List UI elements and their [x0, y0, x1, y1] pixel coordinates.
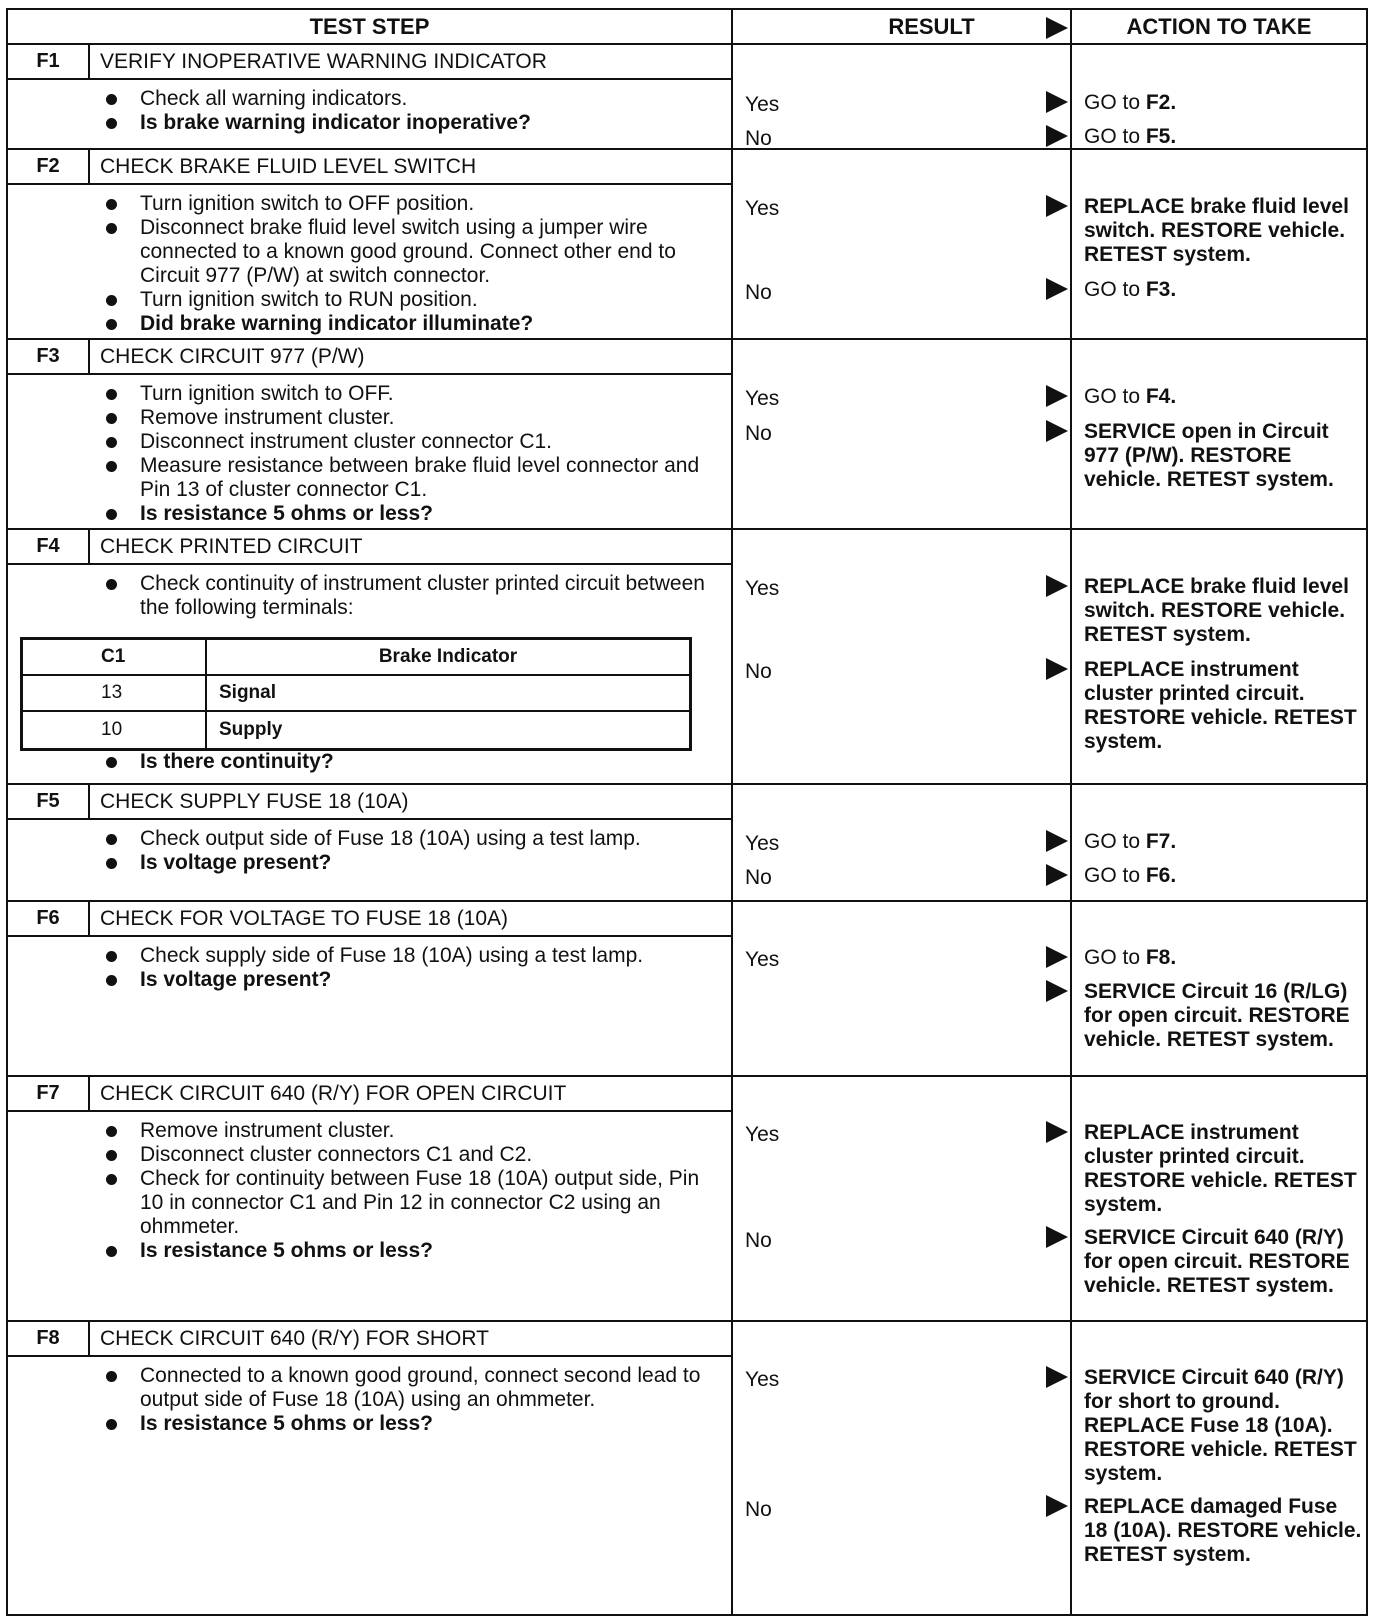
- result-yes: Yes: [745, 832, 780, 855]
- action-no: SERVICE Circuit 16 (R/LG) for open circuit. RESTORE vehicle. RETEST system.: [1084, 980, 1350, 1051]
- bullet-item: Disconnect brake fluid level switch using a jumper wire connected to a known good ground. Connect other end to Circuit 977 (P/W) at switch connector.: [100, 216, 723, 288]
- arrow-right-icon: [1046, 980, 1068, 1002]
- arrow-right-icon: [1046, 385, 1068, 407]
- step-title-row: [8, 902, 731, 937]
- result-cell: [733, 530, 1072, 783]
- bullet-item: Check output side of Fuse 18 (10A) using a test lamp.: [100, 827, 723, 851]
- step-bullets: [100, 87, 723, 135]
- step-bullets: [100, 382, 723, 526]
- step-title: CHECK PRINTED CIRCUIT: [100, 534, 363, 558]
- step-bullets: [100, 750, 723, 774]
- bullet-item: Check all warning indicators.: [100, 87, 723, 111]
- step-id: F6: [8, 902, 90, 935]
- step-question: Is resistance 5 ohms or less?: [100, 1239, 723, 1263]
- step-title: CHECK CIRCUIT 640 (R/Y) FOR SHORT: [100, 1326, 489, 1350]
- test-cell: [8, 902, 733, 1075]
- test-cell: [8, 45, 733, 148]
- step-id: F2: [8, 150, 90, 183]
- result-cell: [733, 1077, 1072, 1320]
- action-text: GO to: [1084, 278, 1146, 301]
- step-f7: [8, 1077, 1366, 1322]
- step-title-row: [8, 45, 731, 80]
- step-bullets: [100, 1119, 723, 1263]
- action-text: GO to: [1084, 830, 1146, 853]
- result-no: No: [745, 660, 772, 683]
- arrow-right-icon: [1046, 278, 1068, 300]
- step-title: CHECK CIRCUIT 640 (R/Y) FOR OPEN CIRCUIT: [100, 1081, 567, 1105]
- action-yes: REPLACE brake fluid level switch. RESTORE vehicle. RETEST system.: [1084, 195, 1349, 266]
- test-cell: [8, 785, 733, 900]
- action-no: SERVICE open in Circuit 977 (P/W). RESTORE vehicle. RETEST system.: [1084, 420, 1334, 491]
- action-text: GO to: [1084, 864, 1146, 887]
- arrow-right-icon: [1046, 658, 1068, 680]
- step-f4: [8, 530, 1366, 785]
- header-test-step: TEST STEP: [6, 8, 733, 45]
- result-yes: Yes: [745, 948, 780, 971]
- result-yes: Yes: [745, 93, 780, 116]
- result-yes: Yes: [745, 577, 780, 600]
- action-yes: SERVICE Circuit 640 (R/Y) for short to ground. REPLACE Fuse 18 (10A). RESTORE vehicle. RETEST system.: [1084, 1366, 1357, 1485]
- step-title: CHECK CIRCUIT 977 (P/W): [100, 344, 365, 368]
- step-bullets: [100, 192, 723, 336]
- bullet-item: Disconnect instrument cluster connector C1.: [100, 430, 723, 454]
- action-yes: [1084, 91, 1362, 115]
- action-text: GO to: [1084, 125, 1146, 148]
- step-title: CHECK BRAKE FLUID LEVEL SWITCH: [100, 154, 477, 178]
- action-yes: REPLACE brake fluid level switch. RESTORE vehicle. RETEST system.: [1084, 575, 1349, 646]
- step-id: F7: [8, 1077, 90, 1110]
- arrow-right-icon: [1046, 1226, 1068, 1248]
- action-no: [1084, 125, 1362, 149]
- step-bullets: [100, 827, 723, 875]
- bullet-item: Check continuity of instrument cluster printed circuit between the following terminals:: [100, 572, 723, 620]
- result-yes: Yes: [745, 197, 780, 220]
- arrow-right-icon: [1046, 125, 1068, 147]
- step-f8: [8, 1322, 1366, 1614]
- action-yes: [1084, 385, 1362, 409]
- action-no: [1084, 278, 1362, 302]
- test-cell: [8, 530, 733, 783]
- action-cell: [1072, 1077, 1366, 1320]
- result-no: No: [745, 127, 772, 150]
- step-title-row: [8, 785, 731, 820]
- bullet-item: Turn ignition switch to RUN position.: [100, 288, 723, 312]
- step-id: F8: [8, 1322, 90, 1355]
- step-link: F2.: [1145, 91, 1177, 114]
- bullet-item: Remove instrument cluster.: [100, 406, 723, 430]
- result-yes: Yes: [745, 1368, 780, 1391]
- diagnostic-table: [6, 8, 1368, 1616]
- result-cell: [733, 785, 1072, 900]
- step-question: Is voltage present?: [100, 968, 723, 992]
- step-f5: [8, 785, 1366, 902]
- step-title: CHECK SUPPLY FUSE 18 (10A): [100, 789, 409, 813]
- table-header-cell: Brake Indicator: [378, 646, 518, 667]
- test-cell: [8, 1077, 733, 1320]
- step-question: Is brake warning indicator inoperative?: [100, 111, 723, 135]
- step-f2: [8, 150, 1366, 340]
- table-row: [23, 676, 689, 712]
- action-cell: [1072, 530, 1366, 783]
- arrow-right-icon: [1046, 195, 1068, 217]
- table-cell: 13: [23, 676, 207, 710]
- step-link: F6.: [1145, 864, 1177, 887]
- step-title: CHECK FOR VOLTAGE TO FUSE 18 (10A): [100, 906, 509, 930]
- arrow-right-icon: [1046, 17, 1068, 39]
- result-cell: [733, 902, 1072, 1075]
- action-no: REPLACE instrument cluster printed circuit. RESTORE vehicle. RETEST system.: [1084, 658, 1357, 753]
- result-yes: Yes: [745, 1123, 780, 1146]
- step-bullets: [100, 572, 723, 620]
- table-row: [23, 712, 689, 748]
- bullet-item: Check supply side of Fuse 18 (10A) using a test lamp.: [100, 944, 723, 968]
- action-cell: [1072, 785, 1366, 900]
- step-title-row: [8, 150, 731, 185]
- action-text: GO to: [1084, 385, 1146, 408]
- action-text: GO to: [1084, 946, 1146, 969]
- step-link: F4.: [1145, 385, 1177, 408]
- step-id: F1: [8, 45, 90, 78]
- test-cell: [8, 150, 733, 338]
- table-cell: 10: [23, 712, 207, 748]
- step-link: F8.: [1145, 946, 1177, 969]
- result-cell: [733, 150, 1072, 338]
- action-cell: [1072, 45, 1366, 148]
- step-link: F7.: [1145, 830, 1177, 853]
- action-yes: [1084, 830, 1362, 854]
- arrow-right-icon: [1046, 1366, 1068, 1388]
- action-cell: [1072, 902, 1366, 1075]
- action-cell: [1072, 340, 1366, 528]
- step-title: VERIFY INOPERATIVE WARNING INDICATOR: [100, 49, 547, 73]
- action-no: SERVICE Circuit 640 (R/Y) for open circuit. RESTORE vehicle. RETEST system.: [1084, 1226, 1350, 1297]
- step-id: F5: [8, 785, 90, 818]
- arrow-right-icon: [1046, 91, 1068, 113]
- step-link: F5.: [1145, 125, 1177, 148]
- step-question: Is voltage present?: [100, 851, 723, 875]
- step-question: Is resistance 5 ohms or less?: [100, 502, 723, 526]
- action-cell: [1072, 150, 1366, 338]
- result-cell: [733, 340, 1072, 528]
- step-f3: [8, 340, 1366, 530]
- header-action: ACTION TO TAKE: [1070, 8, 1368, 45]
- arrow-right-icon: [1046, 830, 1068, 852]
- step-title-row: [8, 1322, 731, 1357]
- result-no: No: [745, 1229, 772, 1252]
- result-no: No: [745, 281, 772, 304]
- result-cell: [733, 45, 1072, 148]
- header-result: [731, 8, 1072, 45]
- step-f1: [8, 45, 1366, 150]
- result-no: No: [745, 866, 772, 889]
- action-yes: [1084, 946, 1362, 970]
- arrow-right-icon: [1046, 946, 1068, 968]
- step-f6: [8, 902, 1366, 1077]
- test-cell: [8, 1322, 733, 1614]
- step-question: Is there continuity?: [100, 750, 723, 774]
- result-yes: Yes: [745, 387, 780, 410]
- terminal-table: [20, 637, 692, 751]
- step-bullets: [100, 944, 723, 992]
- table-header-row: [23, 640, 689, 676]
- table-body: [6, 43, 1368, 1616]
- bullet-item: Connected to a known good ground, connect second lead to output side of Fuse 18 (10A) using an ohmmeter.: [100, 1364, 723, 1412]
- table-cell: Supply: [219, 719, 283, 740]
- arrow-right-icon: [1046, 1121, 1068, 1143]
- table-cell: Signal: [219, 682, 277, 703]
- bullet-item: Turn ignition switch to OFF.: [100, 382, 723, 406]
- step-question: Is resistance 5 ohms or less?: [100, 1412, 723, 1436]
- step-id: F4: [8, 530, 90, 563]
- step-title-row: [8, 340, 731, 375]
- step-bullets: [100, 1364, 723, 1436]
- action-cell: [1072, 1322, 1366, 1614]
- step-title-row: [8, 530, 731, 565]
- test-cell: [8, 340, 733, 528]
- arrow-right-icon: [1046, 420, 1068, 442]
- table-header-cell: C1: [23, 640, 207, 674]
- bullet-item: Turn ignition switch to OFF position.: [100, 192, 723, 216]
- bullet-item: Measure resistance between brake fluid level connector and Pin 13 of cluster connector C1.: [100, 454, 723, 502]
- arrow-right-icon: [1046, 575, 1068, 597]
- action-yes: REPLACE instrument cluster printed circuit. RESTORE vehicle. RETEST system.: [1084, 1121, 1357, 1216]
- bullet-item: Check for continuity between Fuse 18 (10A) output side, Pin 10 in connector C1 and Pin 12 in connector C2 using an ohmmeter.: [100, 1167, 723, 1239]
- action-no: [1084, 864, 1362, 888]
- step-question: Did brake warning indicator illuminate?: [100, 312, 723, 336]
- result-no: No: [745, 422, 772, 445]
- action-no: REPLACE damaged Fuse 18 (10A). RESTORE vehicle. RETEST system.: [1084, 1495, 1362, 1566]
- arrow-right-icon: [1046, 1495, 1068, 1517]
- bullet-item: Remove instrument cluster.: [100, 1119, 723, 1143]
- header-result-label: RESULT: [888, 13, 975, 39]
- action-text: GO to: [1084, 91, 1146, 114]
- step-link: F3.: [1145, 278, 1177, 301]
- step-title-row: [8, 1077, 731, 1112]
- bullet-item: Disconnect cluster connectors C1 and C2.: [100, 1143, 723, 1167]
- result-cell: [733, 1322, 1072, 1614]
- result-no: No: [745, 1498, 772, 1521]
- step-id: F3: [8, 340, 90, 373]
- arrow-right-icon: [1046, 864, 1068, 886]
